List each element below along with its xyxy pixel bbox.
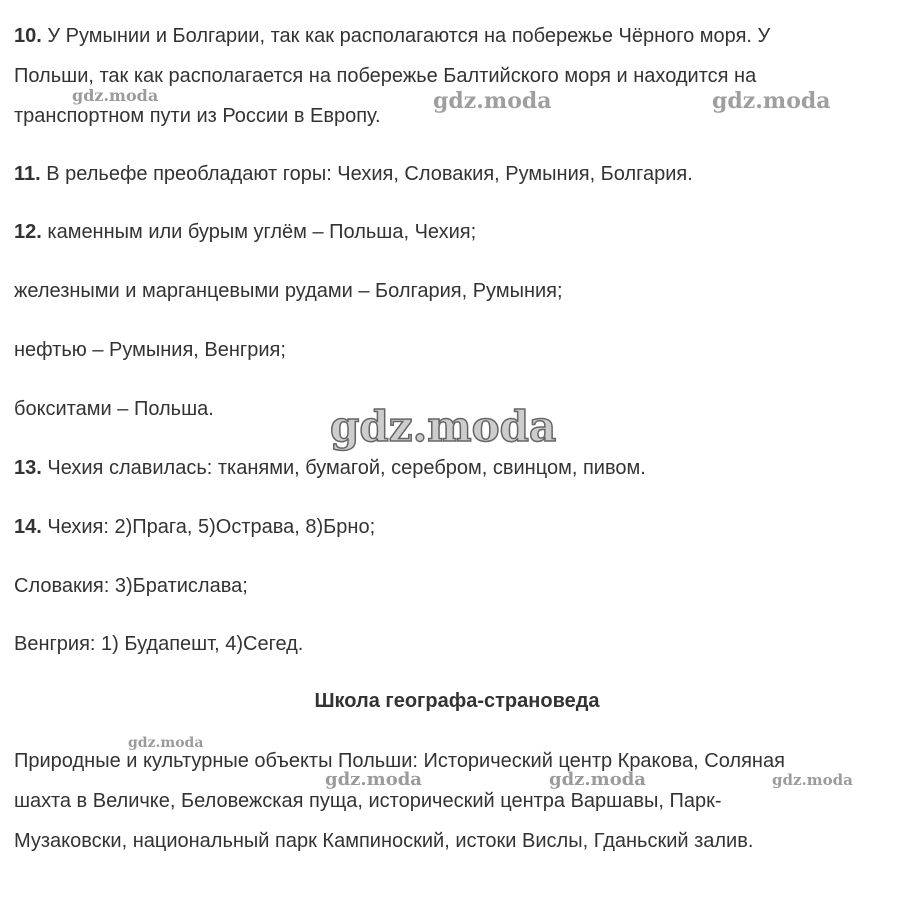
answer-10-line-2 <box>14 64 756 88</box>
final-line-3: Музаковски, национальный парк Кампиноский, истоки Вислы, Гданьский залив. <box>14 830 754 852</box>
final-line-1: Природные и культурные объекты Польши: Исторический центр Кракова, Соляная <box>14 750 785 772</box>
answer-text: Чехия: 2)Прага, 5)Острава, 8)Брно; <box>47 516 376 538</box>
answer-text: каменным или бурым углём – Польша, Чехия; <box>47 221 477 243</box>
answer-text: В рельефе преобладают горы: Чехия, Словакия, Румыния, Болгария. <box>46 163 693 185</box>
answer-number: 13. <box>14 457 42 479</box>
answer-10-line-1 <box>14 24 770 48</box>
final-line-2: шахта в Величке, Беловежская пуща, исторический центра Варшавы, Парк- <box>14 790 722 812</box>
answer-14 <box>14 515 375 539</box>
watermark-logo: gdz.moda <box>433 88 552 114</box>
answer-14-slovakia <box>14 574 248 598</box>
answer-text: бокситами – Польша. <box>14 398 214 420</box>
answer-12-iron-ores <box>14 279 563 303</box>
answer-11 <box>14 162 693 186</box>
answer-text: нефтью – Румыния, Венгрия; <box>14 339 286 361</box>
watermark-logo: gdz.moda <box>330 402 557 451</box>
section-heading: Школа географа-страноведа <box>314 690 600 712</box>
answer-text: Венгрия: 1) Будапешт, 4)Сегед. <box>14 633 304 655</box>
answer-text: транспортном пути из России в Европу. <box>14 105 381 127</box>
answer-10-line-3 <box>14 104 381 128</box>
answer-12 <box>14 220 476 244</box>
watermark-logo: gdz.moda <box>128 735 204 751</box>
watermark-logo: gdz.moda <box>325 769 422 790</box>
watermark-logo: gdz.moda <box>712 88 831 114</box>
answer-text: Чехия славилась: тканями, бумагой, серебром, свинцом, пивом. <box>47 457 646 479</box>
watermark-logo: gdz.moda <box>549 769 646 790</box>
answer-13 <box>14 456 646 480</box>
answer-12-bauxite <box>14 397 214 421</box>
answer-text: У Румынии и Болгарии, так как располагаются на побережье Чёрного моря. У <box>47 25 771 47</box>
answer-12-oil <box>14 338 286 362</box>
answer-number: 10. <box>14 25 42 47</box>
answer-14-hungary <box>14 632 303 656</box>
answer-text: железными и марганцевыми рудами – Болгария, Румыния; <box>14 280 563 302</box>
watermark-logo: gdz.moda <box>72 86 159 105</box>
answer-text: Польши, так как располагается на побережье Балтийского моря и находится на <box>14 65 757 87</box>
answer-number: 14. <box>14 516 42 538</box>
answer-text: Словакия: 3)Братислава; <box>14 575 248 597</box>
answer-number: 12. <box>14 221 42 243</box>
answer-number: 11. <box>14 163 41 185</box>
watermark-logo: gdz.moda <box>772 771 853 789</box>
